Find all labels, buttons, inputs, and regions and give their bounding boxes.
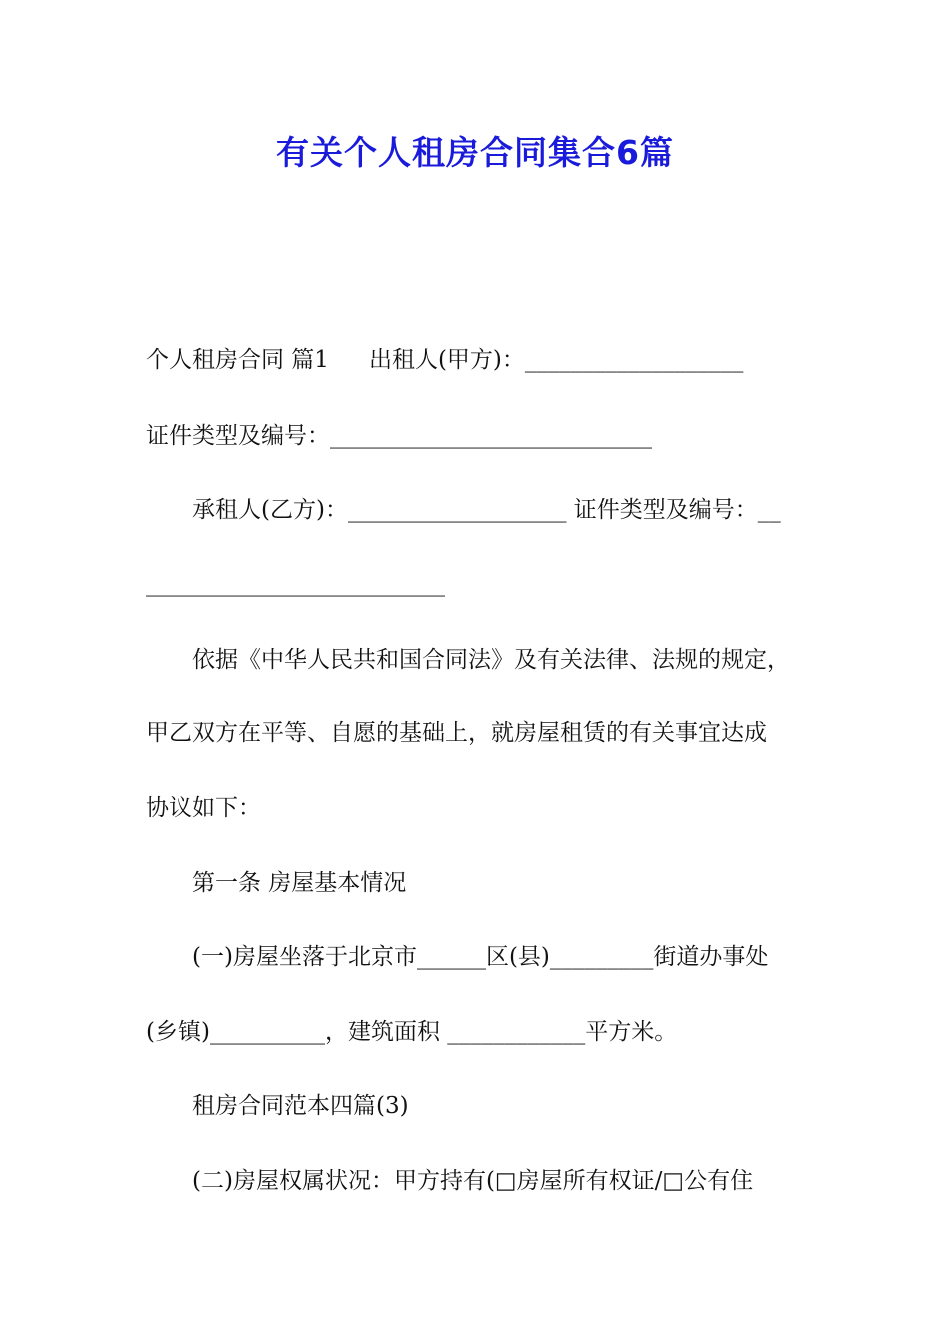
- text-line: (二)房屋权属状况：甲方持有(□房屋所有权证/□公有住: [192, 1168, 754, 1194]
- lessor-field: 出租人(甲方)：___________________: [368, 347, 744, 373]
- article-heading: 第一条 房屋基本情况: [192, 870, 407, 896]
- text-line: 协议如下：: [146, 795, 261, 821]
- document-title: 有关个人租房合同集合6篇: [276, 133, 674, 172]
- section-heading: 个人租房合同 篇1: [146, 347, 329, 373]
- text-line: (一)房屋坐落于北京市______区(县)_________街道办事处: [192, 944, 769, 970]
- text-line: 承租人(乙方)：___________________ 证件类型及编号：__: [192, 497, 781, 523]
- text-line: 依据《中华人民共和国合同法》及有关法律、法规的规定，: [192, 647, 790, 673]
- text-line: 租房合同范本四篇(3): [192, 1093, 409, 1119]
- text-line: [146, 340, 836, 380]
- text-line: 甲乙双方在平等、自愿的基础上，就房屋租赁的有关事宜达成: [146, 720, 767, 746]
- text-line: (乡镇)__________，建筑面积 ____________平方米。: [146, 1019, 678, 1045]
- text-line: __________________________: [146, 571, 445, 597]
- text-line: 证件类型及编号：____________________________: [146, 423, 652, 449]
